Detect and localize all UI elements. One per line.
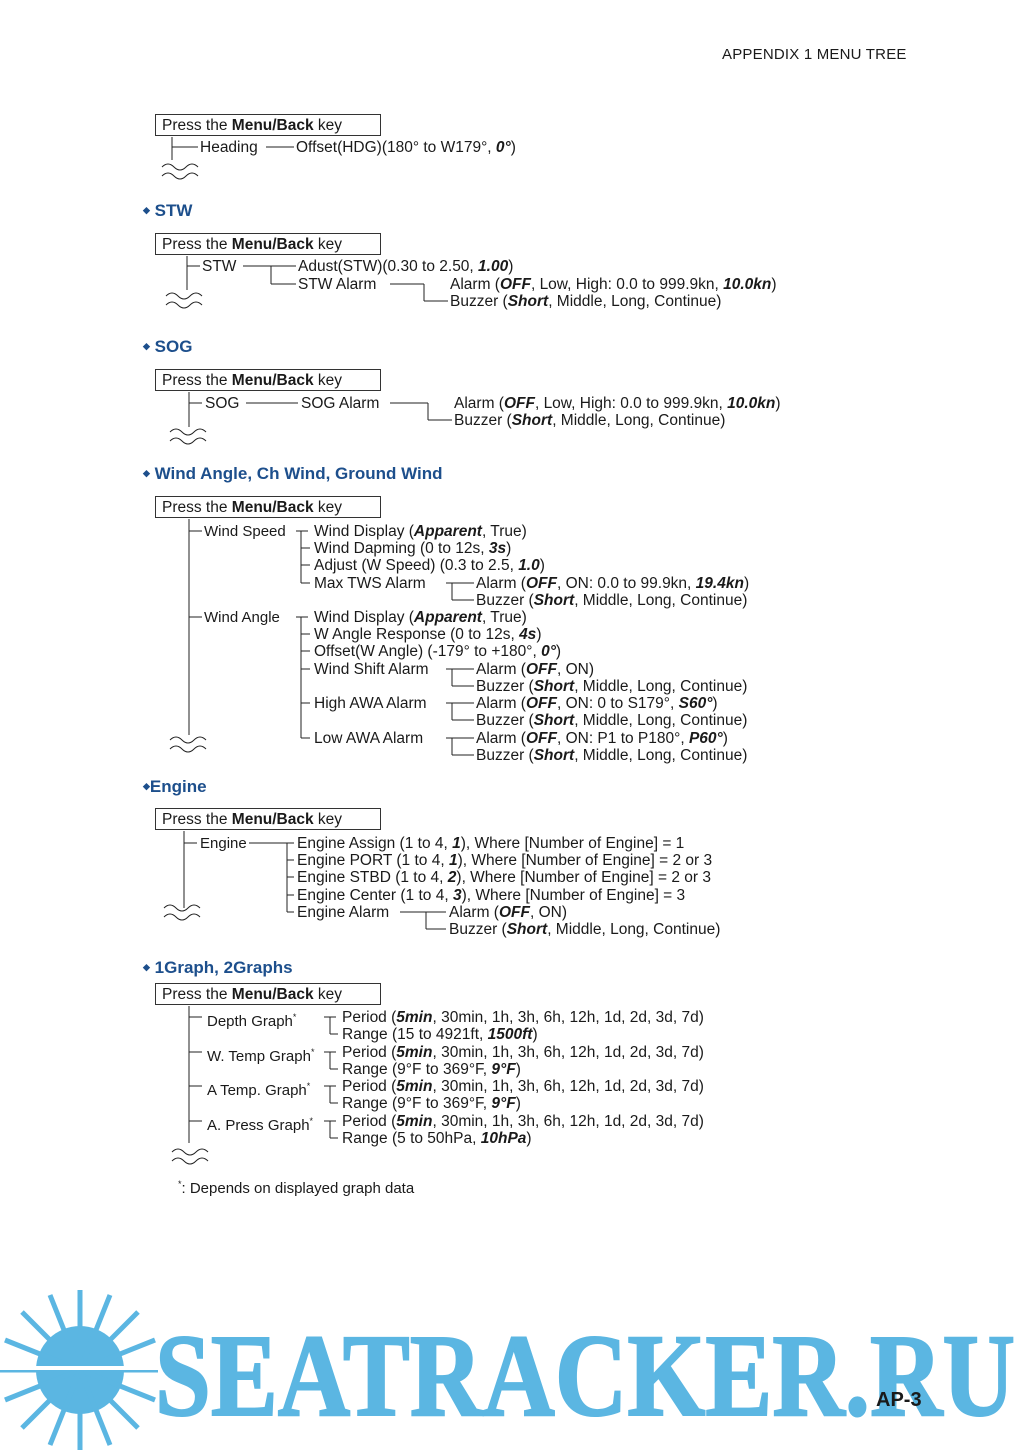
wind-dapming: Wind Dapming (0 to 12s, 3s) (314, 540, 512, 557)
sun-icon (0, 1290, 160, 1450)
menu-item-engine-alarm: Engine Alarm (297, 904, 390, 921)
engine-alarm-setting: Alarm (OFF, ON) (449, 904, 567, 921)
section-title-sog: ◆ SOG (143, 337, 193, 356)
sog-alarm-setting: Alarm (OFF, Low, High: 0.0 to 999.9kn, 10.0kn) (454, 395, 781, 412)
page-header: APPENDIX 1 MENU TREE (722, 46, 907, 63)
sog-buzzer-setting: Buzzer (Short, Middle, Long, Continue) (454, 412, 726, 429)
low-awa-alarm-setting: Alarm (OFF, ON: P1 to P180°, P60°) (476, 730, 728, 747)
a-temp-period: Period (5min, 30min, 1h, 3h, 6h, 12h, 1d, 2d, 3d, 7d) (342, 1078, 704, 1095)
max-tws-buzzer-setting: Buzzer (Short, Middle, Long, Continue) (476, 592, 748, 609)
menu-item-wind-shift-alarm: Wind Shift Alarm (314, 661, 429, 678)
menu-item-low-awa-alarm: Low AWA Alarm (314, 730, 424, 747)
depth-range: Range (15 to 4921ft, 1500ft) (342, 1026, 538, 1043)
menu-item-sog: SOG (205, 395, 240, 412)
wind-adjust-speed: Adjust (W Speed) (0.3 to 2.5, 1.0) (314, 557, 545, 574)
menu-item-a-press-graph: A. Press Graph* (207, 1116, 314, 1134)
menu-item-wind-speed: Wind Speed (204, 523, 286, 540)
key-box: Press the Menu/Back key (155, 369, 381, 391)
wind-speed-display: Wind Display (Apparent, True) (314, 523, 527, 540)
stw-buzzer-setting: Buzzer (Short, Middle, Long, Continue) (450, 293, 722, 310)
engine-assign: Engine Assign (1 to 4, 1), Where [Number of Engine] = 1 (297, 835, 685, 852)
watermark-logo (0, 1290, 1029, 1455)
w-temp-period: Period (5min, 30min, 1h, 3h, 6h, 12h, 1d, 2d, 3d, 7d) (342, 1044, 704, 1061)
section-title-stw: ◆ STW (143, 201, 193, 220)
menu-item-high-awa-alarm: High AWA Alarm (314, 695, 427, 712)
menu-item-a-temp-graph: A Temp. Graph* (207, 1081, 311, 1099)
high-awa-buzzer-setting: Buzzer (Short, Middle, Long, Continue) (476, 712, 748, 729)
menu-item-stw-alarm: STW Alarm (298, 276, 377, 293)
key-box: Press the Menu/Back key (155, 983, 381, 1005)
w-angle-offset: Offset(W Angle) (-179° to +180°, 0°) (314, 643, 562, 660)
page-number: AP-3 (876, 1389, 922, 1411)
menu-item-engine: Engine (200, 835, 247, 852)
depth-period: Period (5min, 30min, 1h, 3h, 6h, 12h, 1d, 2d, 3d, 7d) (342, 1009, 704, 1026)
menu-item-sog-alarm: SOG Alarm (301, 395, 380, 412)
section-title-graph: ◆ 1Graph, 2Graphs (143, 958, 293, 977)
high-awa-alarm-setting: Alarm (OFF, ON: 0 to S179°, S60°) (476, 695, 718, 712)
section-title-wind: ◆ Wind Angle, Ch Wind, Ground Wind (143, 464, 443, 483)
menu-item-stw: STW (202, 258, 237, 275)
section-title-engine: ◆Engine (143, 777, 207, 796)
wind-angle-display: Wind Display (Apparent, True) (314, 609, 527, 626)
key-box: Press the Menu/Back key (155, 233, 381, 255)
menu-item-wind-angle: Wind Angle (204, 609, 280, 626)
key-box: Press the Menu/Back key (155, 114, 381, 136)
low-awa-buzzer-setting: Buzzer (Short, Middle, Long, Continue) (476, 747, 748, 764)
menu-item-w-temp-graph: W. Temp Graph* (207, 1047, 315, 1065)
engine-port: Engine PORT (1 to 4, 1), Where [Number of Engine] = 2 or 3 (297, 852, 713, 869)
menu-offset-hdg: Offset(HDG)(180° to W179°, 0°) (296, 139, 516, 156)
a-press-period: Period (5min, 30min, 1h, 3h, 6h, 12h, 1d, 2d, 3d, 7d) (342, 1113, 704, 1130)
footnote: *: Depends on displayed graph data (178, 1179, 415, 1197)
menu-item-heading: Heading (200, 139, 258, 156)
key-box: Press the Menu/Back key (155, 496, 381, 518)
w-angle-response: W Angle Response (0 to 12s, 4s) (314, 626, 542, 643)
engine-center: Engine Center (1 to 4, 3), Where [Number of Engine] = 3 (297, 887, 686, 904)
engine-buzzer-setting: Buzzer (Short, Middle, Long, Continue) (449, 921, 721, 938)
menu-item-max-tws-alarm: Max TWS Alarm (314, 575, 426, 592)
engine-stbd: Engine STBD (1 to 4, 2), Where [Number of Engine] = 2 or 3 (297, 869, 711, 886)
watermark-text: SEATRACKER.RU (155, 1310, 1015, 1441)
a-press-range: Range (5 to 50hPa, 10hPa) (342, 1130, 532, 1147)
key-box: Press the Menu/Back key (155, 808, 381, 830)
max-tws-alarm-setting: Alarm (OFF, ON: 0.0 to 99.9kn, 19.4kn) (476, 575, 750, 592)
a-temp-range: Range (9°F to 369°F, 9°F) (342, 1095, 521, 1112)
menu-item-depth-graph: Depth Graph* (207, 1012, 297, 1030)
wind-shift-buzzer-setting: Buzzer (Short, Middle, Long, Continue) (476, 678, 748, 695)
wind-shift-alarm-setting: Alarm (OFF, ON) (476, 661, 594, 678)
stw-alarm-setting: Alarm (OFF, Low, High: 0.0 to 999.9kn, 10.0kn) (450, 276, 777, 293)
w-temp-range: Range (9°F to 369°F, 9°F) (342, 1061, 521, 1078)
menu-adust-stw: Adust(STW)(0.30 to 2.50, 1.00) (298, 258, 514, 275)
